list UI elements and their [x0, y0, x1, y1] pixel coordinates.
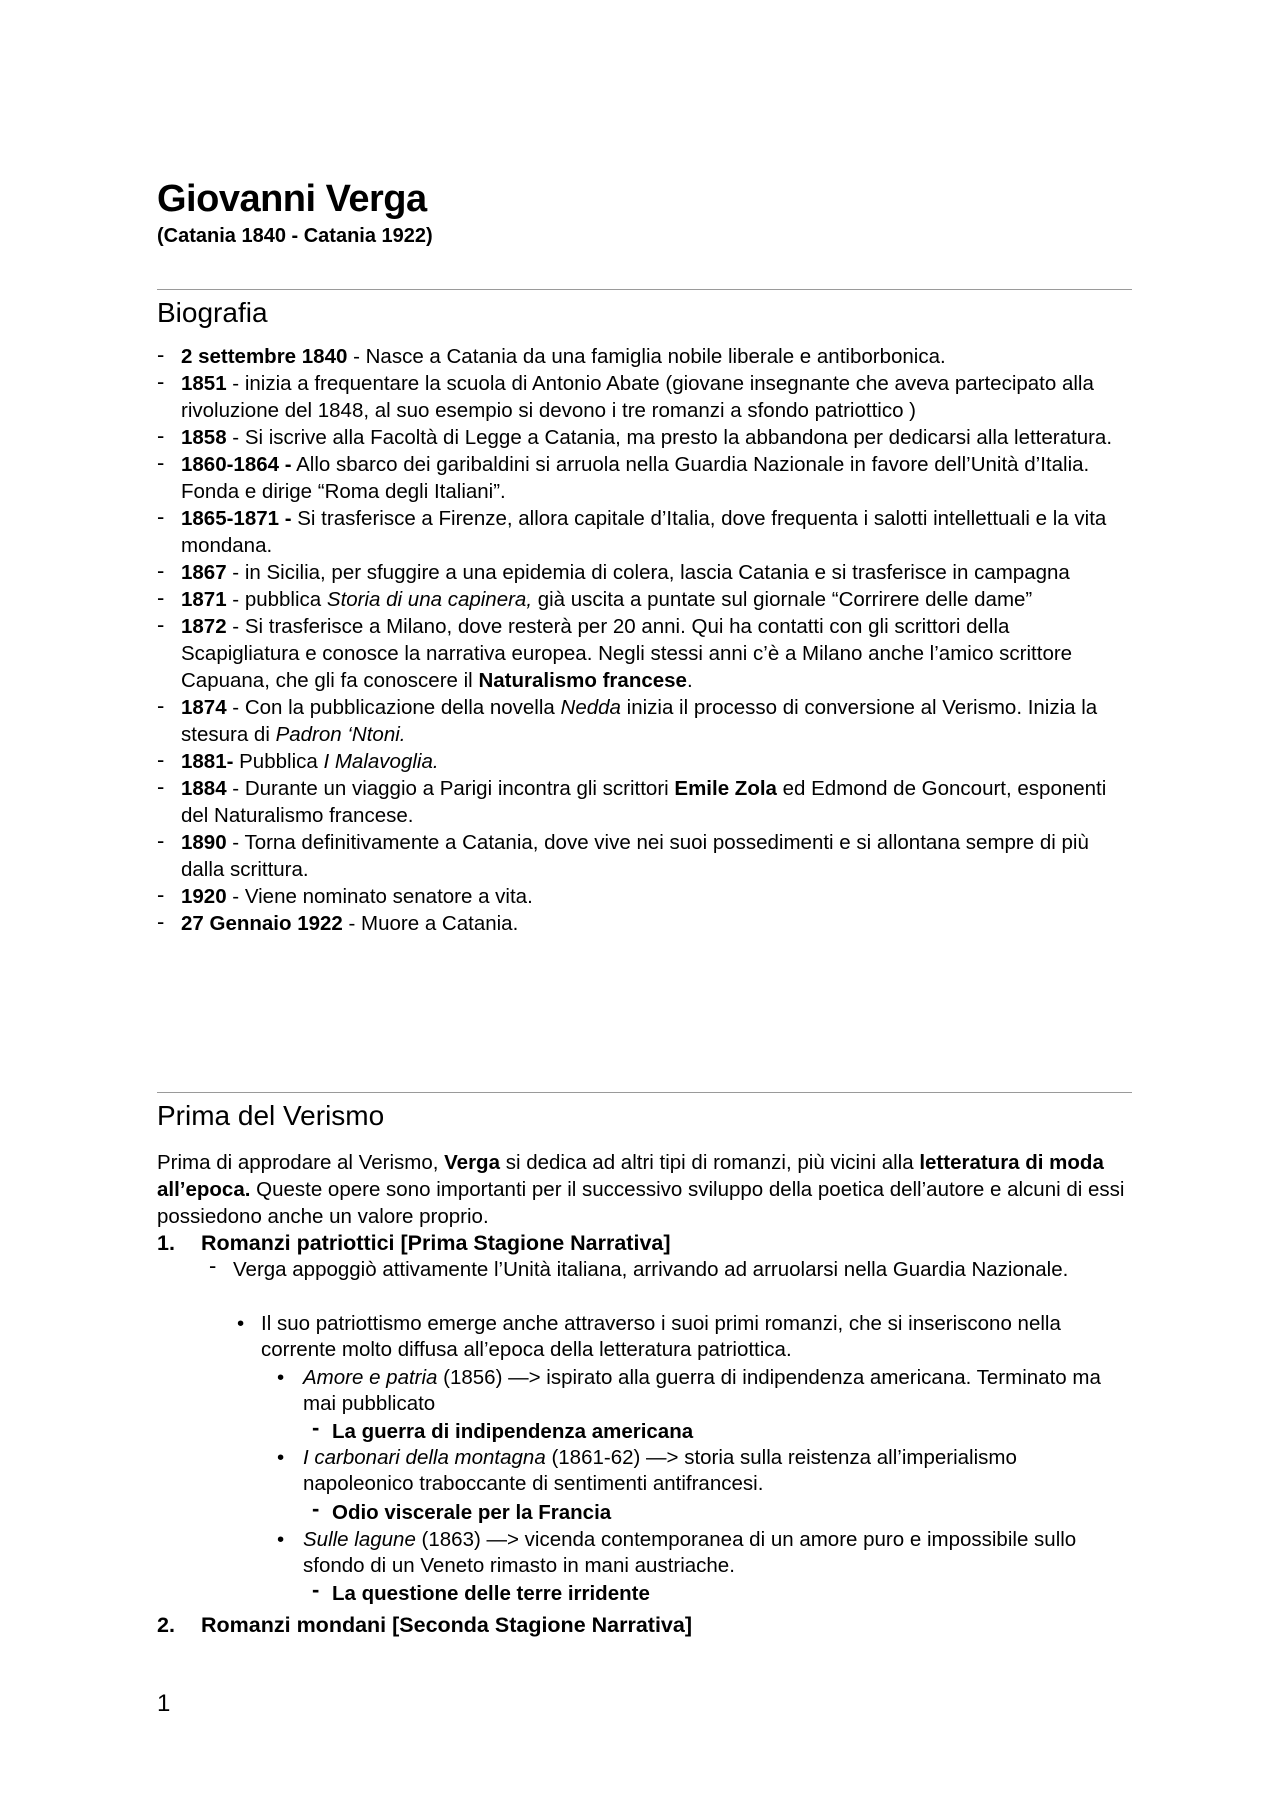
heading-prima-del-verismo: Prima del Verismo — [157, 1100, 385, 1131]
theme-list — [312, 1500, 611, 1526]
dash-list — [209, 1257, 1109, 1283]
novel-list — [277, 1365, 1127, 1417]
section-divider — [157, 1092, 1132, 1093]
list-item: • Sulle lagune (1863) —> vicenda contemporanea di un amore puro e impossibile sullo sfondo di un Veneto rimasto in mani austriache. — [277, 1527, 1127, 1579]
page-number: 1 — [157, 1690, 171, 1717]
list-item: - 1890 - Torna definitivamente a Catania, dove vive nei suoi possedimenti e si allontana sempre di più dalla scrittura. — [157, 829, 1132, 883]
list-item: - 1920 - Viene nominato senatore a vita. — [157, 883, 1132, 910]
list-item: - Verga appoggiò attivamente l’Unità italiana, arrivando ad arruolarsi nella Guardia Nazionale. — [209, 1257, 1109, 1283]
list-item: - 1884 - Durante un viaggio a Parigi incontra gli scrittori Emile Zola ed Edmond de Goncourt, esponenti del Naturalismo francese. — [157, 775, 1132, 829]
novel-list — [277, 1445, 1127, 1497]
list-item: - La guerra di indipendenza americana — [312, 1419, 693, 1445]
list-item: - 27 Gennaio 1922 - Muore a Catania. — [157, 910, 1132, 937]
list-item: - 1874 - Con la pubblicazione della novella Nedda inizia il processo di conversione al Verismo. Inizia la stesura di Padron ‘Ntoni. — [157, 694, 1132, 748]
list-item: - 1881- Pubblica I Malavoglia. — [157, 748, 1132, 775]
section-heading-romanzi-mondani: 2. Romanzi mondani [Seconda Stagione Narrativa] — [157, 1613, 693, 1637]
section-heading-romanzi-patriottici: 1. Romanzi patriottici [Prima Stagione Narrativa] — [157, 1231, 671, 1255]
document-subtitle: (Catania 1840 - Catania 1922) — [157, 225, 433, 247]
heading-biografia: Biografia — [157, 297, 268, 328]
bullet-list — [237, 1311, 1137, 1363]
intro-paragraph: Prima di approdare al Verismo, Verga si dedica ad altri tipi di romanzi, più vicini alla letteratura di moda all’epoca. Queste opere sono importanti per il successivo sviluppo della poetica dell’autore e alcuni di essi possiedono anche un valore proprio. — [157, 1151, 1125, 1228]
document-title: Giovanni Verga — [157, 178, 427, 220]
list-item: - 1871 - pubblica Storia di una capinera, già uscita a puntate sul giornale “Corrirere delle dame” — [157, 586, 1132, 613]
list-item: - 1872 - Si trasferisce a Milano, dove resterà per 20 anni. Qui ha contatti con gli scrittori della Scapigliatura e conosce la narrativa europea. Negli stessi anni c’è a Milano anche l’amico scrittore Capuana, che gli fa conoscere il Naturalismo francese. — [157, 613, 1132, 694]
list-item: • I carbonari della montagna (1861-62) —> storia sulla reistenza all’imperialismo napoleonico traboccante di sentimenti antifrancesi. — [277, 1445, 1127, 1497]
list-item: - 1851 - inizia a frequentare la scuola di Antonio Abate (giovane insegnante che aveva partecipato alla rivoluzione del 1848, al suo esempio si devono i tre romanzi a sfondo patriottico ) — [157, 370, 1132, 424]
list-item: - Odio viscerale per la Francia — [312, 1500, 611, 1526]
theme-list — [312, 1419, 693, 1445]
novel-list — [277, 1527, 1127, 1579]
list-item: - 1867 - in Sicilia, per sfuggire a una epidemia di colera, lascia Catania e si trasferisce in campagna — [157, 559, 1132, 586]
list-item: - 1860-1864 - Allo sbarco dei garibaldini si arruola nella Guardia Nazionale in favore dell’Unità d’Italia. Fonda e dirige “Roma degli Italiani”. — [157, 451, 1132, 505]
biografia-list — [157, 343, 1132, 937]
list-item: - 1858 - Si iscrive alla Facoltà di Legge a Catania, ma presto la abbandona per dedicarsi alla letteratura. — [157, 424, 1132, 451]
section-divider — [157, 289, 1132, 290]
list-item: - 1865-1871 - Si trasferisce a Firenze, allora capitale d’Italia, dove frequenta i salotti intellettuali e la vita mondana. — [157, 505, 1132, 559]
list-item: - 2 settembre 1840 - Nasce a Catania da una famiglia nobile liberale e antiborbonica. — [157, 343, 1132, 370]
list-item: • Il suo patriottismo emerge anche attraverso i suoi primi romanzi, che si inseriscono nella corrente molto diffusa all’epoca della letteratura patriottica. — [237, 1311, 1137, 1363]
list-item: - La questione delle terre irridente — [312, 1581, 650, 1607]
list-item: • Amore e patria (1856) —> ispirato alla guerra di indipendenza americana. Terminato ma mai pubblicato — [277, 1365, 1127, 1417]
theme-list — [312, 1581, 650, 1607]
